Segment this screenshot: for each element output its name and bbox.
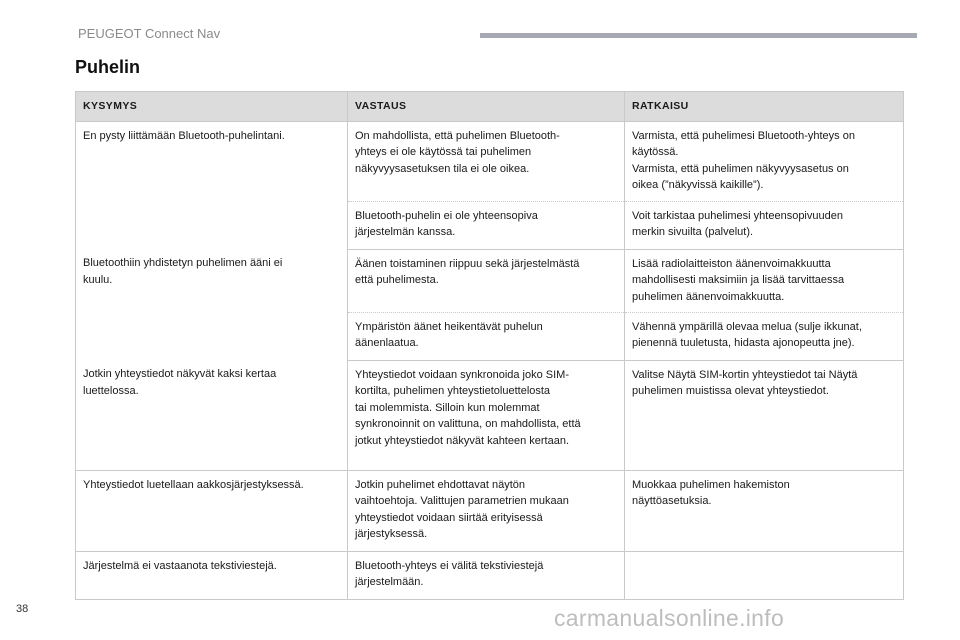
text-line: näkyvyysasetuksen tila ei ole oikea.	[355, 162, 530, 175]
text-line: käytössä.	[632, 146, 679, 158]
text-line: että puhelimesta.	[355, 274, 439, 286]
text-line: Lisää radiolaitteiston äänenvoimakkuutta	[632, 257, 831, 270]
text-line: oikea (”näkyvissä kaikille”).	[632, 179, 764, 191]
text-line: Jotkin yhteystiedot näkyvät kaksi kertaa	[83, 368, 277, 380]
text-line: Varmista, että puhelimesi Bluetooth-yhteys on	[632, 129, 855, 142]
text-line: äänenlaatua.	[355, 337, 419, 349]
text-line: Varmista, että puhelimen näkyvyysasetus on	[632, 162, 849, 175]
solution-cell	[625, 249, 904, 312]
text-line: Bluetoothiin yhdistetyn puhelimen ääni ei	[83, 257, 283, 269]
text-line: Ympäristön äänet heikentävät puhelun	[355, 320, 543, 333]
table-row	[76, 470, 904, 551]
text-line: Yhteystiedot voidaan synkronoida joko SIM-	[355, 368, 570, 381]
text-line: vaihtoehtoja. Valittujen parametrien mukaan	[355, 495, 569, 507]
solution-cell	[625, 470, 904, 551]
text-line: puhelimen äänenvoimakkuutta.	[632, 290, 785, 303]
text-line: Yhteystiedot luetellaan aakkosjärjestyksessä.	[83, 478, 304, 491]
solution-cell	[625, 201, 904, 249]
question-cell	[76, 249, 348, 360]
header-question: KYSYMYS	[76, 92, 348, 122]
text-line: järjestelmään.	[355, 576, 424, 588]
text-line: En pysty liittämään Bluetooth-puhelintani.	[83, 129, 285, 142]
text-line: Vähennä ympärillä olevaa melua (sulje ikkunat,	[632, 320, 862, 333]
text-line: jotkut yhteystiedot näkyvät kahteen kertaan.	[355, 434, 570, 447]
manual-section-label: PEUGEOT Connect Nav	[78, 26, 221, 41]
answer-cell	[348, 121, 625, 201]
solution-cell	[625, 121, 904, 201]
text-line: Muokkaa puhelimen hakemiston	[632, 478, 790, 491]
text-line: tai molemmista. Silloin kun molemmat	[355, 401, 540, 414]
question-cell	[76, 360, 348, 470]
header-bar	[480, 33, 917, 38]
text-line: Järjestelmä ei vastaanota tekstiviestejä.	[83, 559, 277, 572]
answer-cell	[348, 551, 625, 599]
page-title: Puhelin	[75, 57, 141, 77]
text-line: Äänen toistaminen riippuu sekä järjestelmästä	[355, 257, 580, 270]
table-row	[76, 121, 904, 201]
text-line: puhelimen muistissa olevat yhteystiedot.	[632, 385, 829, 397]
text-line: luettelossa.	[83, 384, 139, 397]
text-line: pienennä tuuletusta, hidasta ajonopeutta jne).	[632, 337, 855, 349]
text-line: Jotkin puhelimet ehdottavat näytön	[355, 478, 526, 491]
table-header-row	[76, 92, 904, 122]
header-answer: VASTAUS	[348, 92, 625, 122]
text-line: järjestyksessä.	[355, 528, 428, 540]
text-line: Bluetooth-yhteys ei välitä tekstiviestejä	[355, 559, 544, 572]
table-row	[76, 360, 904, 470]
solution-cell	[625, 312, 904, 360]
answer-cell	[348, 470, 625, 551]
page-number: 38	[16, 603, 29, 615]
question-cell	[76, 551, 348, 599]
answer-cell	[348, 312, 625, 360]
solution-cell	[625, 360, 904, 470]
text-line: synkronoinnit on valittuna, on mahdollista, että	[355, 418, 581, 430]
text-line: kuulu.	[83, 273, 113, 286]
text-line: kortilta, puhelimen yhteystietoluettelosta	[355, 385, 551, 397]
text-line: Bluetooth-puhelin ei ole yhteensopiva	[355, 209, 538, 222]
table-row	[76, 249, 904, 312]
text-line: Valitse Näytä SIM-kortin yhteystiedot tai Näytä	[632, 368, 858, 381]
table-row	[76, 551, 904, 599]
text-line: yhteys ei ole käytössä tai puhelimen	[355, 146, 532, 158]
text-line: näyttöasetuksia.	[632, 495, 712, 507]
watermark: carmanualsonline.info	[554, 605, 785, 631]
question-cell	[76, 121, 348, 249]
answer-cell	[348, 360, 625, 470]
text-line: On mahdollista, että puhelimen Bluetooth-	[355, 129, 560, 142]
answer-cell	[348, 249, 625, 312]
answer-cell	[348, 201, 625, 249]
solution-cell	[625, 551, 904, 599]
header-solution: RATKAISU	[625, 92, 904, 122]
text-line: mahdollisesti maksimiin ja lisää tarvittaessa	[632, 274, 845, 286]
faq-table	[75, 91, 904, 600]
text-line: yhteystiedot voidaan siirtää erityisessä	[355, 511, 543, 524]
text-line: merkin sivuilta (palvelut).	[632, 226, 754, 238]
text-line: Voit tarkistaa puhelimesi yhteensopivuuden	[632, 209, 843, 222]
text-line: järjestelmän kanssa.	[355, 226, 456, 238]
question-cell	[76, 470, 348, 551]
